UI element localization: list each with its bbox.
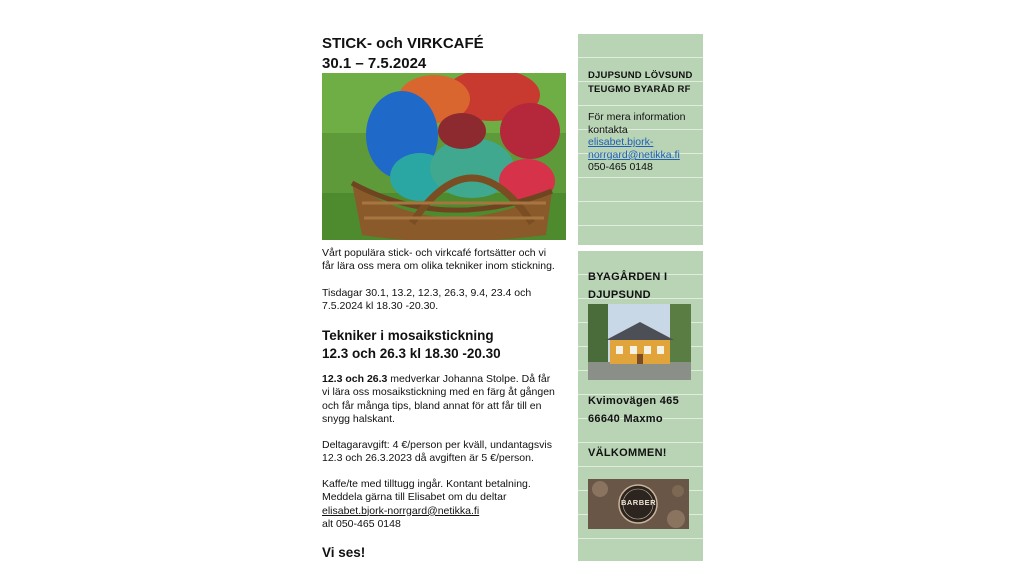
intro-line: Vårt populära stick- och virkcafé fortsätter och vi xyxy=(322,247,547,259)
fee-paragraph xyxy=(322,439,574,466)
venue-name: BYAGÅRDEN I xyxy=(588,271,668,283)
email-part[interactable]: elisabet.bjork- xyxy=(588,136,654,149)
intro-line: får lära oss mera om olika tekniker inom stickning. xyxy=(322,260,555,273)
mosaic-dates: 12.3 och 26.3 xyxy=(322,373,388,385)
alt-phone: alt 050-465 0148 xyxy=(322,517,401,530)
mosaic-paragraph xyxy=(322,373,574,426)
house-illustration xyxy=(588,304,691,380)
email-part[interactable]: norrgard@netikka.fi xyxy=(588,148,680,161)
page-title: STICK- och VIRKCAFÉ xyxy=(322,35,484,52)
coffee-line: Kaffe/te med tilltugg ingår. Kontant betalning. xyxy=(322,478,531,490)
mosaic-line: snygg halskant. xyxy=(322,412,395,425)
sidebar-phone: 050-465 0148 xyxy=(588,161,653,174)
info-line: kontakta xyxy=(588,123,628,136)
venue-photo xyxy=(588,304,691,380)
venue-panel xyxy=(578,251,703,561)
contact-info xyxy=(588,111,700,174)
main-column xyxy=(322,34,574,74)
organization-name: DJUPSUND LÖVSUND xyxy=(588,70,693,81)
mosaic-line: medverkar Johanna Stolpe. Då får xyxy=(387,373,551,385)
technique-time: 12.3 och 26.3 kl 18.30 -20.30 xyxy=(322,346,501,361)
contact-panel xyxy=(578,34,703,245)
email-link[interactable]: elisabet.bjork-norrgard@netikka.fi xyxy=(322,504,480,517)
schedule-line: Tisdagar 30.1, 13.2, 12.3, 26.3, 9.4, 23.4 och xyxy=(322,287,532,299)
yarn-basket-illustration xyxy=(322,73,566,240)
closing-text: Vi ses! xyxy=(322,545,366,560)
welcome-text: VÄLKOMMEN! xyxy=(588,447,667,459)
yarn-basket-image xyxy=(322,73,566,240)
schedule-line: 7.5.2024 kl 18.30 -20.30. xyxy=(322,300,439,313)
technique-heading: Tekniker i mosaikstickning xyxy=(322,328,494,343)
fee-line: Deltagaravgift: 4 €/person per kväll, undantagsvis xyxy=(322,439,552,451)
venue-name-2: DJUPSUND xyxy=(588,289,651,301)
mosaic-line: vi lära oss mosaikstickning med en färg åt gången xyxy=(322,386,555,399)
schedule-paragraph xyxy=(322,287,574,314)
barber-logo-image xyxy=(588,479,689,529)
date-range: 30.1 – 7.5.2024 xyxy=(322,55,427,72)
barber-logo-text: BARBER xyxy=(620,498,657,507)
fee-line: 12.3 och 26.3.2023 då avgiften är 5 €/person. xyxy=(322,452,534,465)
address-street: Kvimovägen 465 xyxy=(588,395,680,407)
coffee-line: Meddela gärna till Elisabet om du deltar xyxy=(322,491,507,504)
sidebar-email-link[interactable] xyxy=(588,136,680,161)
organization-name-2: TEUGMO BYARÅD RF xyxy=(588,84,691,95)
coffee-paragraph xyxy=(322,478,574,531)
mosaic-line: och får många tips, bland annat för att får till en xyxy=(322,399,542,412)
info-line: För mera information xyxy=(588,111,686,123)
intro-paragraph xyxy=(322,247,574,274)
address-postal: 66640 Maxmo xyxy=(588,413,663,425)
